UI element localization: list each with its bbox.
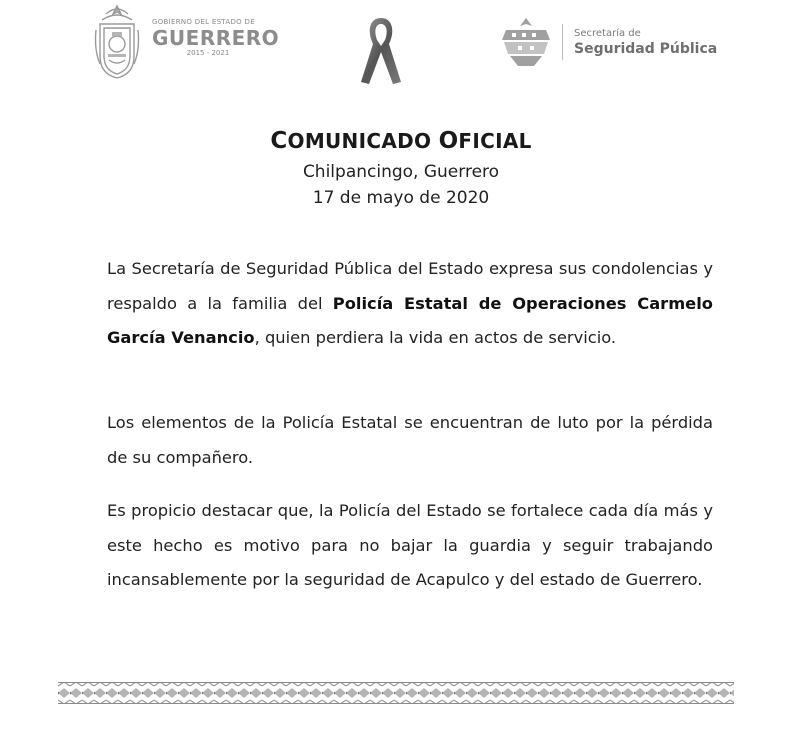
logo-divider [562,24,563,60]
paragraph-3: Es propicio destacar que, la Policía del Estado se fortalece cada día más y este hecho es motivo para no bajar la guardia y seguir trabajando incansablemente por la seguridad de Acapulco y del estado de Guerrero. [107,501,713,589]
paragraph-1: La Secretaría de Seguridad Pública del Estado expresa sus condolencias y respaldo a la familia del Policía Estatal de Operaciones Carmelo García Venancio, quien perdiera la vida en actos de servicio. [107,259,713,347]
guerrero-government-logo [92,4,280,82]
document-title: COMUNICADO OFICIAL [270,128,532,154]
mourning-ribbon-icon [359,16,403,86]
ssp-emblem-icon [500,18,552,68]
document-city: Chilpancingo, Guerrero [302,162,500,182]
ssp-logo [500,18,720,68]
ssp-name: Seguridad Pública [574,41,718,57]
ssp-line1: Secretaría de [574,28,641,39]
gov-line1: GOBIERNO DEL ESTADO DE [152,18,255,26]
gov-name: GUERRERO [152,26,280,50]
letterhead [0,0,802,100]
officer-name: Policía Estatal de Operaciones Carmelo García Venancio [107,293,713,347]
gov-years: 2015 - 2021 [186,49,230,57]
decorative-footer-border [58,682,734,704]
document-date: 17 de mayo de 2020 [312,188,490,208]
state-seal-icon [92,4,142,80]
paragraph-2: Los elementos de la Policía Estatal se encuentran de luto por la pérdida de su compañero. [107,413,713,467]
